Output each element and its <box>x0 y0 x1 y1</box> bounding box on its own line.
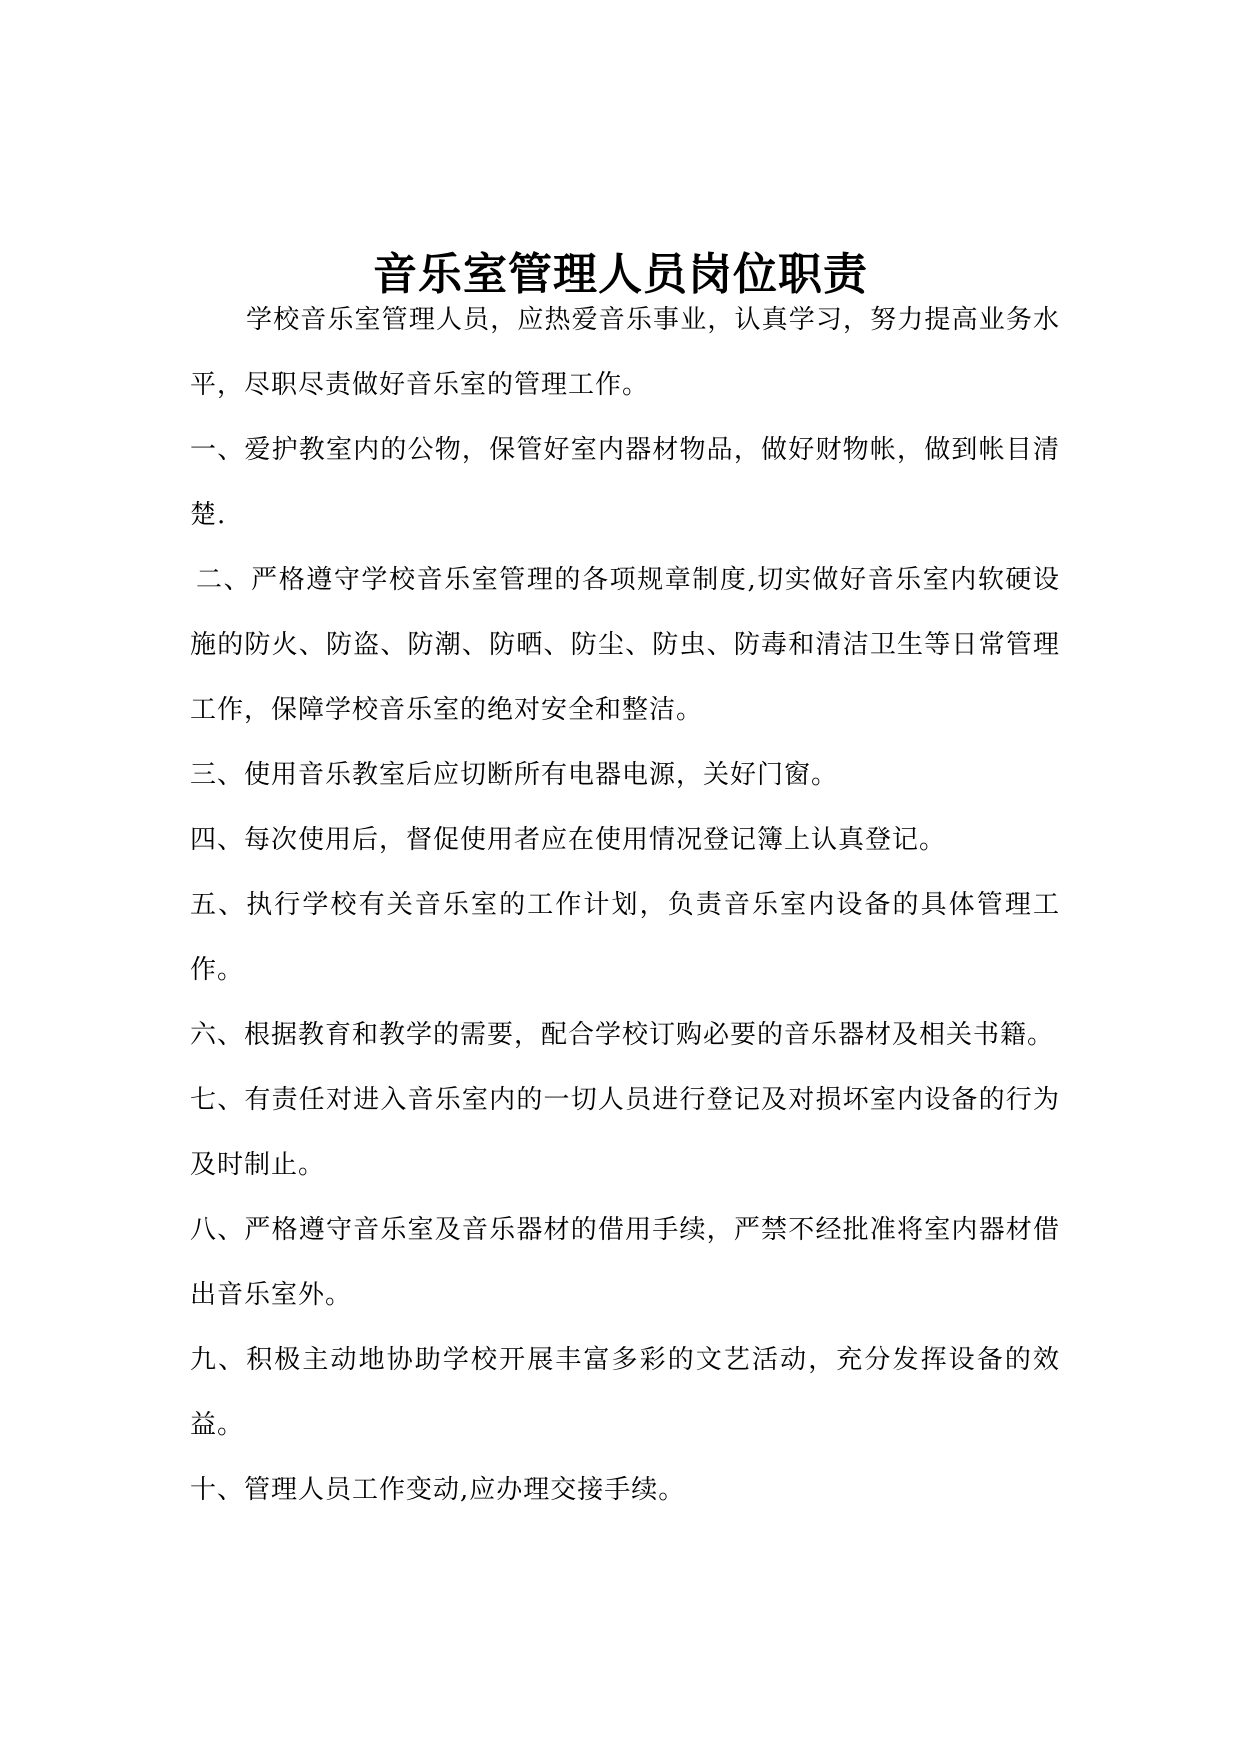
document-body <box>190 288 1060 1523</box>
duty-item-8: 八、严格遵守音乐室及音乐器材的借用手续，严禁不经批准将室内器材借出音乐室外。 <box>190 1215 1060 1310</box>
document-title: 音乐室管理人员岗位职责 <box>373 249 868 301</box>
duty-item-3: 三、使用音乐教室后应切断所有电器电源，关好门窗。 <box>190 760 839 790</box>
duty-item-1: 一、爱护教室内的公物，保管好室内器材物品，做好财物帐，做到帐目清楚. <box>190 435 1060 530</box>
intro-paragraph: 学校音乐室管理人员，应热爱音乐事业，认真学习，努力提高业务水平，尽职尽责做好音乐室的管理工作。 <box>190 305 1060 400</box>
duty-item-10: 十、管理人员工作变动,应办理交接手续。 <box>190 1475 686 1505</box>
duty-item-2: 二、严格遵守学校音乐室管理的各项规章制度,切实做好音乐室内软硬设施的防火、防盗、防潮、防晒、防尘、防虫、防毒和清洁卫生等日常管理工作，保障学校音乐室的绝对安全和整洁。 <box>190 565 1060 725</box>
duty-item-7: 七、有责任对进入音乐室内的一切人员进行登记及对损坏室内设备的行为及时制止。 <box>190 1085 1060 1180</box>
duty-item-6: 六、根据教育和教学的需要，配合学校订购必要的音乐器材及相关书籍。 <box>190 1020 1055 1050</box>
duty-item-5: 五、执行学校有关音乐室的工作计划，负责音乐室内设备的具体管理工作。 <box>190 890 1060 985</box>
duty-item-9: 九、积极主动地协助学校开展丰富多彩的文艺活动，充分发挥设备的效益。 <box>190 1345 1060 1440</box>
duty-item-4: 四、每次使用后，督促使用者应在使用情况登记簿上认真登记。 <box>190 825 947 855</box>
